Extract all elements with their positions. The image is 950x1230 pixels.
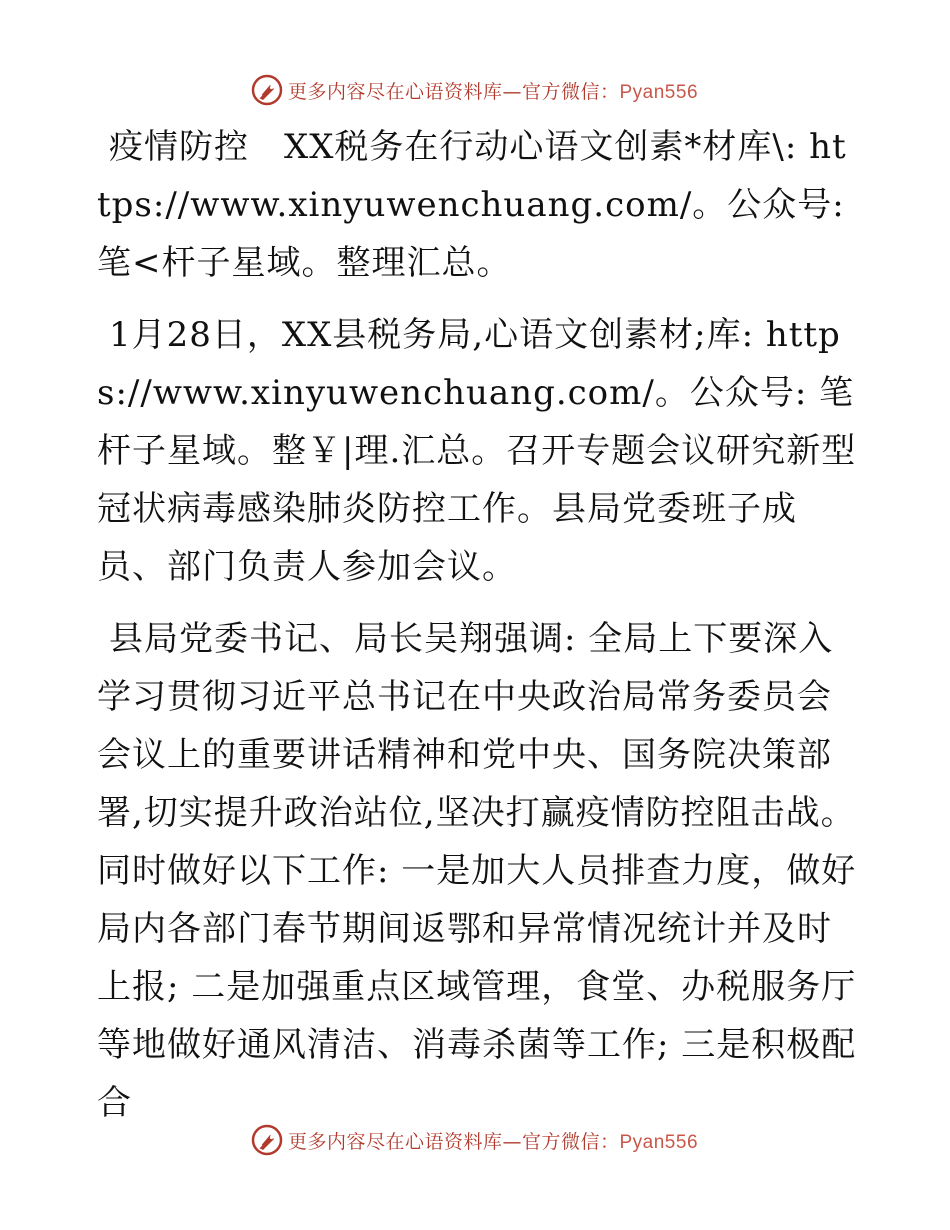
watermark-separator: — — [502, 1130, 522, 1153]
watermark-account: Pyan556 — [619, 81, 699, 103]
header-watermark — [0, 70, 950, 110]
watermark-separator: — — [502, 80, 522, 103]
watermark-text: 更多内容尽在心语资料库 — [287, 1130, 503, 1153]
pen-nib-circle-icon — [250, 1123, 284, 1157]
watermark-text: 更多内容尽在心语资料库 — [287, 80, 503, 103]
paragraph-meeting: 1月28日，XX县税务局,心语文创素材;库: https://www.xinyuwenchuang.com/。公众号: 笔杆子星域。整￥|理.汇总。召开专题会议研究新型冠状病毒感染肺炎防控工作。县局党委班子成员、部门负责人参加会议。 — [97, 315, 857, 587]
document-body — [97, 118, 857, 1146]
paragraph-emphasis: 县局党委书记、局长吴翔强调: 全局上下要深入学习贯彻习近平总书记在中央政治局常务委员会会议上的重要讲话精神和党中央、国务院决策部署,切实提升政治站位,坚决打赢疫情防控阻击战。同时做好以下工作: 一是加大人员排查力度，做好局内各部门春节期间返鄂和异常情况统计并及时上报; 二是加强重点区域管理，食堂、办税服务厅等地做好通风清洁、消毒杀菌等工作; 三是积极配合 — [97, 619, 857, 1123]
watermark-suffix: 官方微信： — [521, 80, 620, 103]
footer-watermark — [0, 1120, 950, 1160]
pen-nib-circle-icon — [250, 73, 284, 107]
paragraph-title: 疫情防控 XX税务在行动心语文创素*材库\: https://www.xinyuwenchuang.com/。公众号: 笔<杆子星域。整理汇总。 — [97, 127, 847, 283]
watermark-suffix: 官方微信： — [521, 1130, 620, 1153]
watermark-account: Pyan556 — [619, 1131, 699, 1153]
